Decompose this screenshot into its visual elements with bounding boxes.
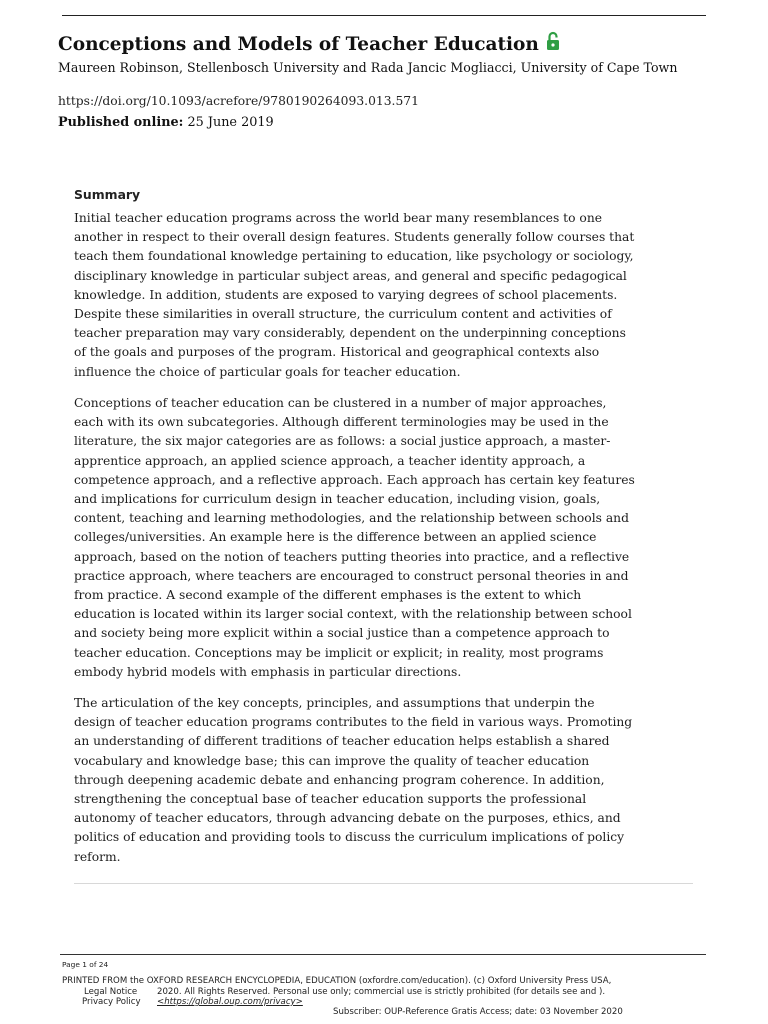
- paragraph-line: through deepening academic debate and enhancing program coherence. In addition,: [74, 772, 605, 787]
- paragraph-line: strengthening the conceptual base of teacher education supports the professional: [74, 792, 587, 807]
- paragraph-line: education is located within its larger social context, with the relationship between school: [74, 607, 632, 622]
- paragraph-line: competence approach, and a reflective approach. Each approach has certain key features: [74, 472, 635, 487]
- paragraph-line: politics of education and providing tools to discuss the curriculum implications of policy: [74, 830, 625, 845]
- paragraph-line: of the goals and purposes of the program. Historical and geographical contexts also: [74, 345, 600, 360]
- rights-notice: 2020. All Rights Reserved. Personal use only; commercial use is strictly prohibited (for details see and ).: [157, 987, 606, 997]
- paragraph-line: another in respect to their overall design features. Students generally follow courses that: [74, 230, 635, 245]
- paragraph-line: from practice. A second example of the different emphases is the extent to which: [74, 588, 582, 603]
- paragraph-line: and implications for curriculum design in teacher education, including vision, goals,: [74, 492, 601, 507]
- published-label: Published online:: [58, 115, 184, 130]
- paragraph-line: practice approach, where teachers are encouraged to construct personal theories in and: [74, 568, 629, 583]
- paragraph-line: Conceptions of teacher education can be clustered in a number of major approaches,: [74, 396, 607, 410]
- paragraph-line: autonomy of teacher educators, through advancing debate on the purposes, ethics, and: [74, 811, 621, 826]
- doi-link[interactable]: https://doi.org/10.1093/acrefore/9780190264093.013.571: [58, 94, 419, 108]
- paragraph-line: vocabulary and knowledge base; this can improve the quality of teacher education: [74, 753, 590, 768]
- summary-paragraph-3: [74, 694, 696, 867]
- paragraph-line: teacher preparation may vary considerably, dependent on the underpinning conceptions: [74, 326, 626, 341]
- paragraph-line: and society being more explicit within a social justice than a competence approach to: [74, 626, 610, 641]
- paragraph-line: each with its own subcategories. Although different terminologies may be used in the: [74, 415, 609, 430]
- summary-paragraph-1: [74, 209, 696, 382]
- paragraph-line: content, teaching and learning methodologies, and the relationship between schools and: [74, 511, 629, 526]
- summary-divider: [74, 883, 693, 884]
- article-title: Conceptions and Models of Teacher Education: [58, 34, 539, 55]
- printed-from-notice: PRINTED FROM the OXFORD RESEARCH ENCYCLOPEDIA, EDUCATION (oxfordre.com/education). (c) Oxford University Press USA,: [62, 976, 612, 986]
- privacy-url-link[interactable]: <https://global.oup.com/privacy>: [157, 997, 303, 1007]
- paragraph-line: apprentice approach, an applied science approach, a teacher identity approach, a: [74, 453, 586, 468]
- paragraph-line: an understanding of different traditions of teacher education helps establish a shared: [74, 734, 610, 749]
- top-rule: [62, 15, 706, 16]
- summary-paragraph-2: [74, 394, 696, 682]
- paragraph-line: colleges/universities. An example here is the difference between an applied science: [74, 530, 597, 545]
- paragraph-line: teach them foundational knowledge pertaining to education, like psychology or sociology,: [74, 249, 634, 264]
- paragraph-line: reform.: [74, 849, 121, 864]
- privacy-policy-link[interactable]: Privacy Policy: [82, 997, 141, 1007]
- paragraph-line: approach, based on the notion of teachers putting theories into practice, and a reflective: [74, 549, 630, 564]
- legal-notice-link[interactable]: Legal Notice: [84, 987, 138, 997]
- paragraph-line: disciplinary knowledge in particular subject areas, and general and specific pedagogical: [74, 268, 627, 283]
- published-value: 25 June 2019: [187, 115, 274, 130]
- published-date: [58, 115, 274, 130]
- authors: Maureen Robinson, Stellenbosch University and Rada Jancic Mogliacci, University of Cape Town: [58, 60, 678, 75]
- paragraph-line: influence the choice of particular goals for teacher education.: [74, 364, 461, 379]
- summary-heading: Summary: [74, 187, 141, 202]
- paragraph-line: literature, the six major categories are as follows: a social justice approach, a master-: [74, 434, 611, 449]
- paragraph-line: embody hybrid models with emphasis in particular directions.: [74, 664, 462, 679]
- paragraph-line: The articulation of the key concepts, principles, and assumptions that underpin the: [74, 696, 595, 710]
- subscriber-info: Subscriber: OUP-Reference Gratis Access; date: 03 November 2020: [333, 1007, 623, 1017]
- page-number: Page 1 of 24: [62, 960, 109, 969]
- title-row: [58, 34, 560, 55]
- open-lock-icon: [546, 31, 560, 51]
- paragraph-line: teacher education. Conceptions may be implicit or explicit; in reality, most programs: [74, 645, 604, 660]
- paragraph-line: design of teacher education programs contributes to the field in various ways. Promoting: [74, 715, 633, 730]
- paragraph-line: Despite these similarities in overall structure, the curriculum content and activities of: [74, 307, 612, 322]
- paragraph-line: Initial teacher education programs across the world bear many resemblances to one: [74, 211, 603, 225]
- footer-rule: [60, 954, 706, 955]
- paragraph-line: knowledge. In addition, students are exposed to varying degrees of school placements.: [74, 287, 618, 302]
